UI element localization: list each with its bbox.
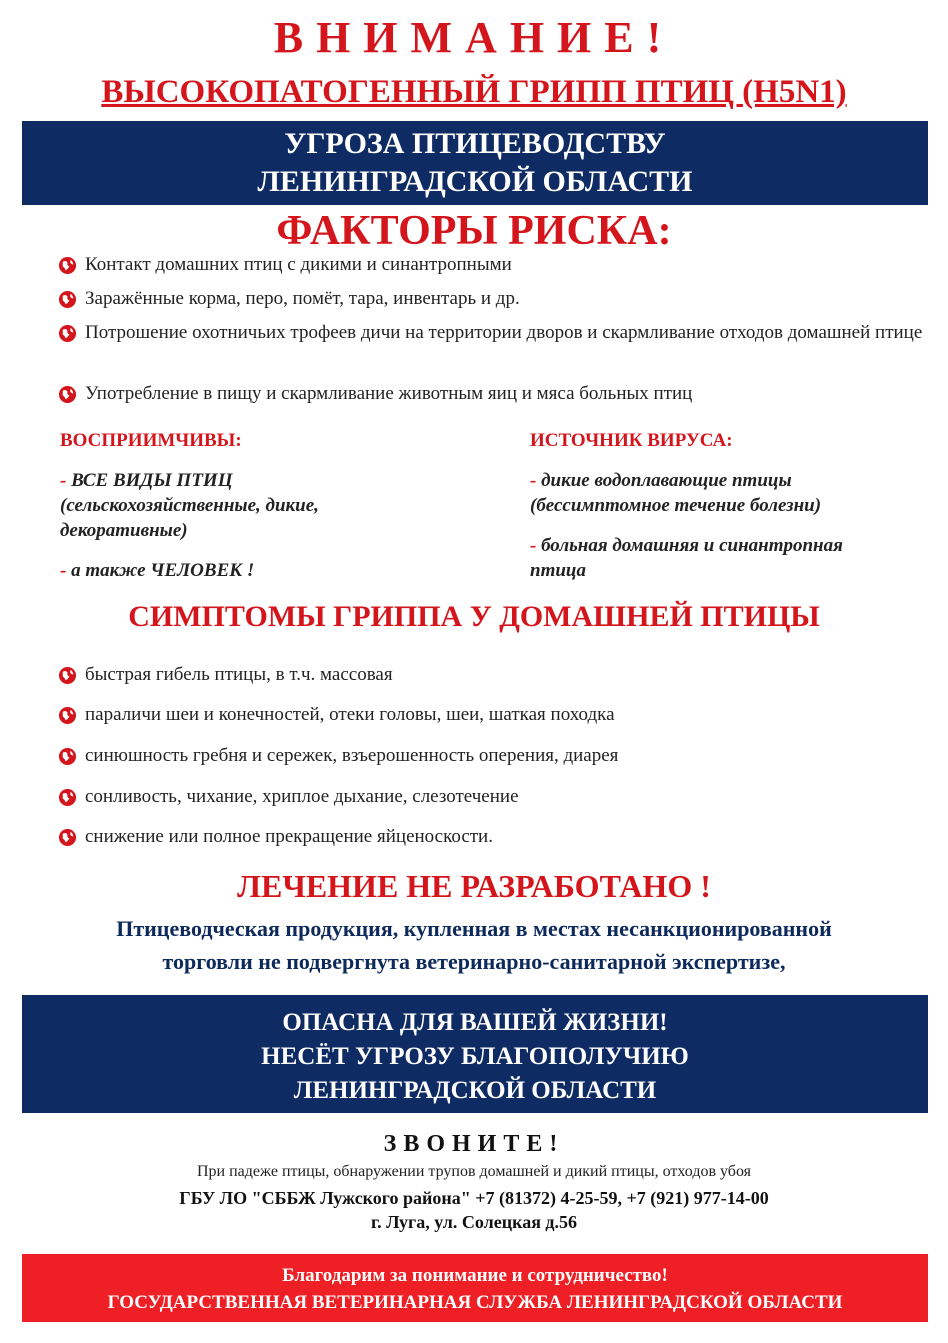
warning-text bbox=[0, 912, 948, 978]
symptom-text: параличи шеи и конечностей, отеки головы, шеи, шаткая походка bbox=[85, 704, 615, 725]
call-description: При падеже птицы, обнаружении трупов домашней и дикий птицы, отходов убоя bbox=[197, 1163, 751, 1180]
danger-banner bbox=[22, 995, 928, 1113]
threat-banner bbox=[22, 121, 928, 205]
risk-factor-text: Заражённые корма, перо, помёт, тара, инвентарь и др. bbox=[85, 288, 520, 309]
globe-icon bbox=[58, 385, 77, 404]
threat-line-2: ЛЕНИНГРАДСКОЙ ОБЛАСТИ bbox=[257, 165, 693, 198]
risk-factor-text: Контакт домашних птиц с дикими и синантропными bbox=[85, 254, 512, 275]
globe-icon bbox=[58, 828, 77, 847]
susceptible-item: - ВСЕ ВИДЫ ПТИЦ (сельскохозяйственные, дикие, декоративные) bbox=[60, 470, 319, 541]
symptom-text: снижение или полное прекращение яйценоскости. bbox=[85, 826, 493, 847]
risk-factor-text: Употребление в пищу и скармливание животным яиц и мяса больных птиц bbox=[85, 383, 693, 404]
footer-banner bbox=[22, 1254, 928, 1322]
virus-source-item: - дикие водоплавающие птицы (бессимптомное течение болезни) bbox=[530, 470, 822, 516]
organization-phones: ГБУ ЛО "СББЖ Лужского района" +7 (81372) 4-25-59, +7 (921) 977-14-00 bbox=[179, 1188, 769, 1208]
treatment-title: ЛЕЧЕНИЕ НЕ РАЗРАБОТАНО ! bbox=[237, 868, 711, 904]
list-item bbox=[58, 742, 918, 770]
warning-line-2: торговли не подвергнута ветеринарно-санитарной экспертизе, bbox=[162, 949, 786, 974]
call-title: ЗВОНИТЕ! bbox=[383, 1131, 565, 1157]
globe-icon bbox=[58, 290, 77, 309]
susceptible-heading: ВОСПРИИМЧИВЫ: bbox=[60, 430, 242, 451]
list-item bbox=[58, 380, 918, 408]
list-item bbox=[58, 783, 918, 811]
globe-icon bbox=[58, 324, 77, 343]
susceptible-item: - а также ЧЕЛОВЕК ! bbox=[60, 560, 255, 581]
globe-icon bbox=[58, 747, 77, 766]
list-item bbox=[58, 251, 918, 279]
threat-line-1: УГРОЗА ПТИЦЕВОДСТВУ bbox=[284, 127, 666, 160]
flu-subtitle: ВЫСОКОПАТОГЕННЫЙ ГРИПП ПТИЦ (H5N1) bbox=[101, 74, 847, 110]
virus-source-item: - больная домашняя и синантропная птица bbox=[530, 535, 843, 581]
risk-factors-title: ФАКТОРЫ РИСКА: bbox=[276, 208, 672, 254]
symptoms-title: СИМПТОМЫ ГРИППА У ДОМАШНЕЙ ПТИЦЫ bbox=[128, 600, 820, 633]
risk-factor-text: Потрошение охотничьих трофеев дичи на территории дворов и скармливание отходов домашней птице bbox=[85, 322, 923, 343]
symptom-text: сонливость, чихание, хриплое дыхание, слезотечение bbox=[85, 786, 519, 807]
footer-thanks: Благодарим за понимание и сотрудничество! bbox=[282, 1265, 668, 1286]
globe-icon bbox=[58, 666, 77, 685]
organization-address: г. Луга, ул. Солецкая д.56 bbox=[370, 1212, 578, 1232]
footer-service: ГОСУДАРСТВЕННАЯ ВЕТЕРИНАРНАЯ СЛУЖБА ЛЕНИНГРАДСКОЙ ОБЛАСТИ bbox=[107, 1292, 843, 1313]
attention-title: ВНИМАНИЕ! bbox=[273, 13, 675, 62]
danger-line-2: НЕСЁТ УГРОЗУ БЛАГОПОЛУЧИЮ bbox=[261, 1043, 689, 1070]
globe-icon bbox=[58, 706, 77, 725]
list-item bbox=[58, 661, 918, 689]
warning-line-1: Птицеводческая продукция, купленная в местах несанкционированной bbox=[116, 916, 832, 941]
list-item bbox=[58, 701, 918, 729]
symptom-text: быстрая гибель птицы, в т.ч. массовая bbox=[85, 664, 393, 685]
virus-source-heading: ИСТОЧНИК ВИРУСА: bbox=[530, 430, 733, 451]
list-item bbox=[58, 319, 924, 347]
symptom-text: синюшность гребня и сережек, взъерошенность оперения, диарея bbox=[85, 745, 619, 766]
list-item bbox=[58, 285, 918, 313]
danger-line-3: ЛЕНИНГРАДСКОЙ ОБЛАСТИ bbox=[293, 1077, 657, 1104]
danger-line-1: ОПАСНА ДЛЯ ВАШЕЙ ЖИЗНИ! bbox=[282, 1009, 668, 1036]
globe-icon bbox=[58, 788, 77, 807]
list-item bbox=[58, 823, 918, 851]
globe-icon bbox=[58, 256, 77, 275]
